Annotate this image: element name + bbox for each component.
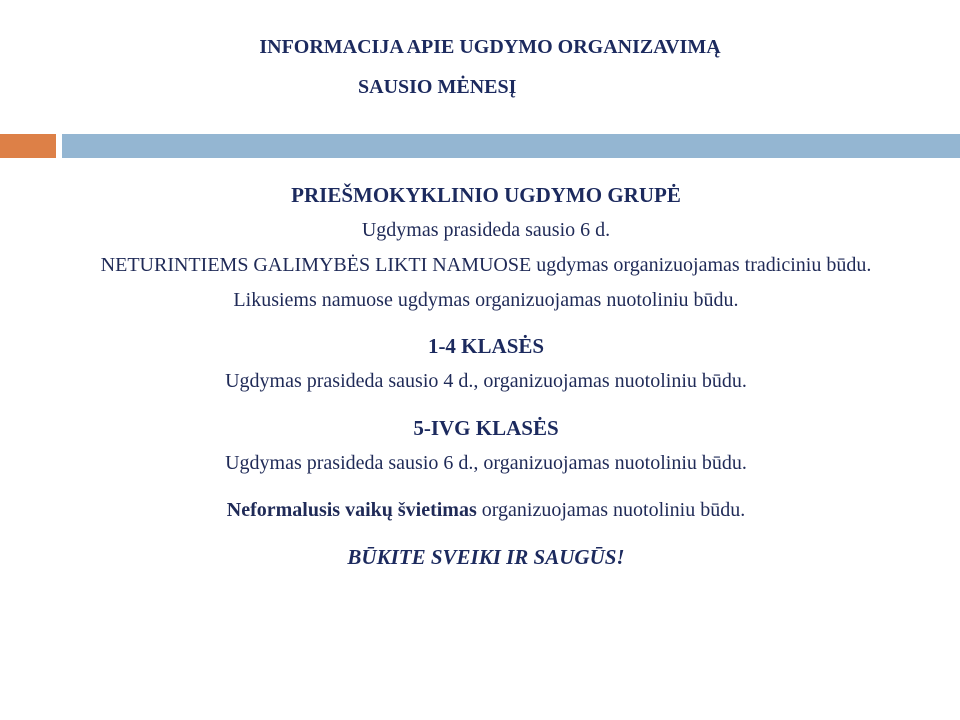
section-heading-grades-1-4: 1-4 KLASĖS xyxy=(427,334,545,358)
section-heading-grades-5-ivg: 5-IVG KLASĖS xyxy=(413,416,559,440)
informal-education-strong: Neformalusis vaikų švietimas xyxy=(226,499,477,521)
section-heading-preschool: PRIEŠMOKYKLINIO UGDYMO GRUPĖ xyxy=(291,183,681,207)
accent-bar-blue xyxy=(62,134,960,158)
closing-message: BŪKITE SVEIKI IR SAUGŪS! xyxy=(347,545,625,569)
preschool-onsite-strong: NETURINTIEMS GALIMYBĖS LIKTI NAMUOSE xyxy=(100,254,532,276)
accent-bar-orange xyxy=(0,134,56,158)
informal-education-note xyxy=(40,498,932,523)
page-title-line1: INFORMACIJA APIE UGDYMO ORGANIZAVIMĄ xyxy=(259,36,721,58)
page-title-line2: SAUSIO MĖNESĮ xyxy=(358,76,517,98)
preschool-start-date: Ugdymas prasideda sausio 6 d. xyxy=(361,219,611,241)
preschool-onsite-note xyxy=(40,253,932,278)
preschool-remote-note: Likusiems namuose ugdymas organizuojamas nuotoliniu būdu. xyxy=(233,289,739,311)
preschool-onsite-rest: ugdymas organizuojamas tradiciniu būdu. xyxy=(531,254,872,276)
grades-1-4-note: Ugdymas prasideda sausio 4 d., organizuojamas nuotoliniu būdu. xyxy=(225,370,747,392)
informal-education-rest: organizuojamas nuotoliniu būdu. xyxy=(476,499,746,521)
slide-content xyxy=(40,183,932,570)
grades-5-ivg-note: Ugdymas prasideda sausio 6 d., organizuojamas nuotoliniu būdu. xyxy=(225,452,747,474)
